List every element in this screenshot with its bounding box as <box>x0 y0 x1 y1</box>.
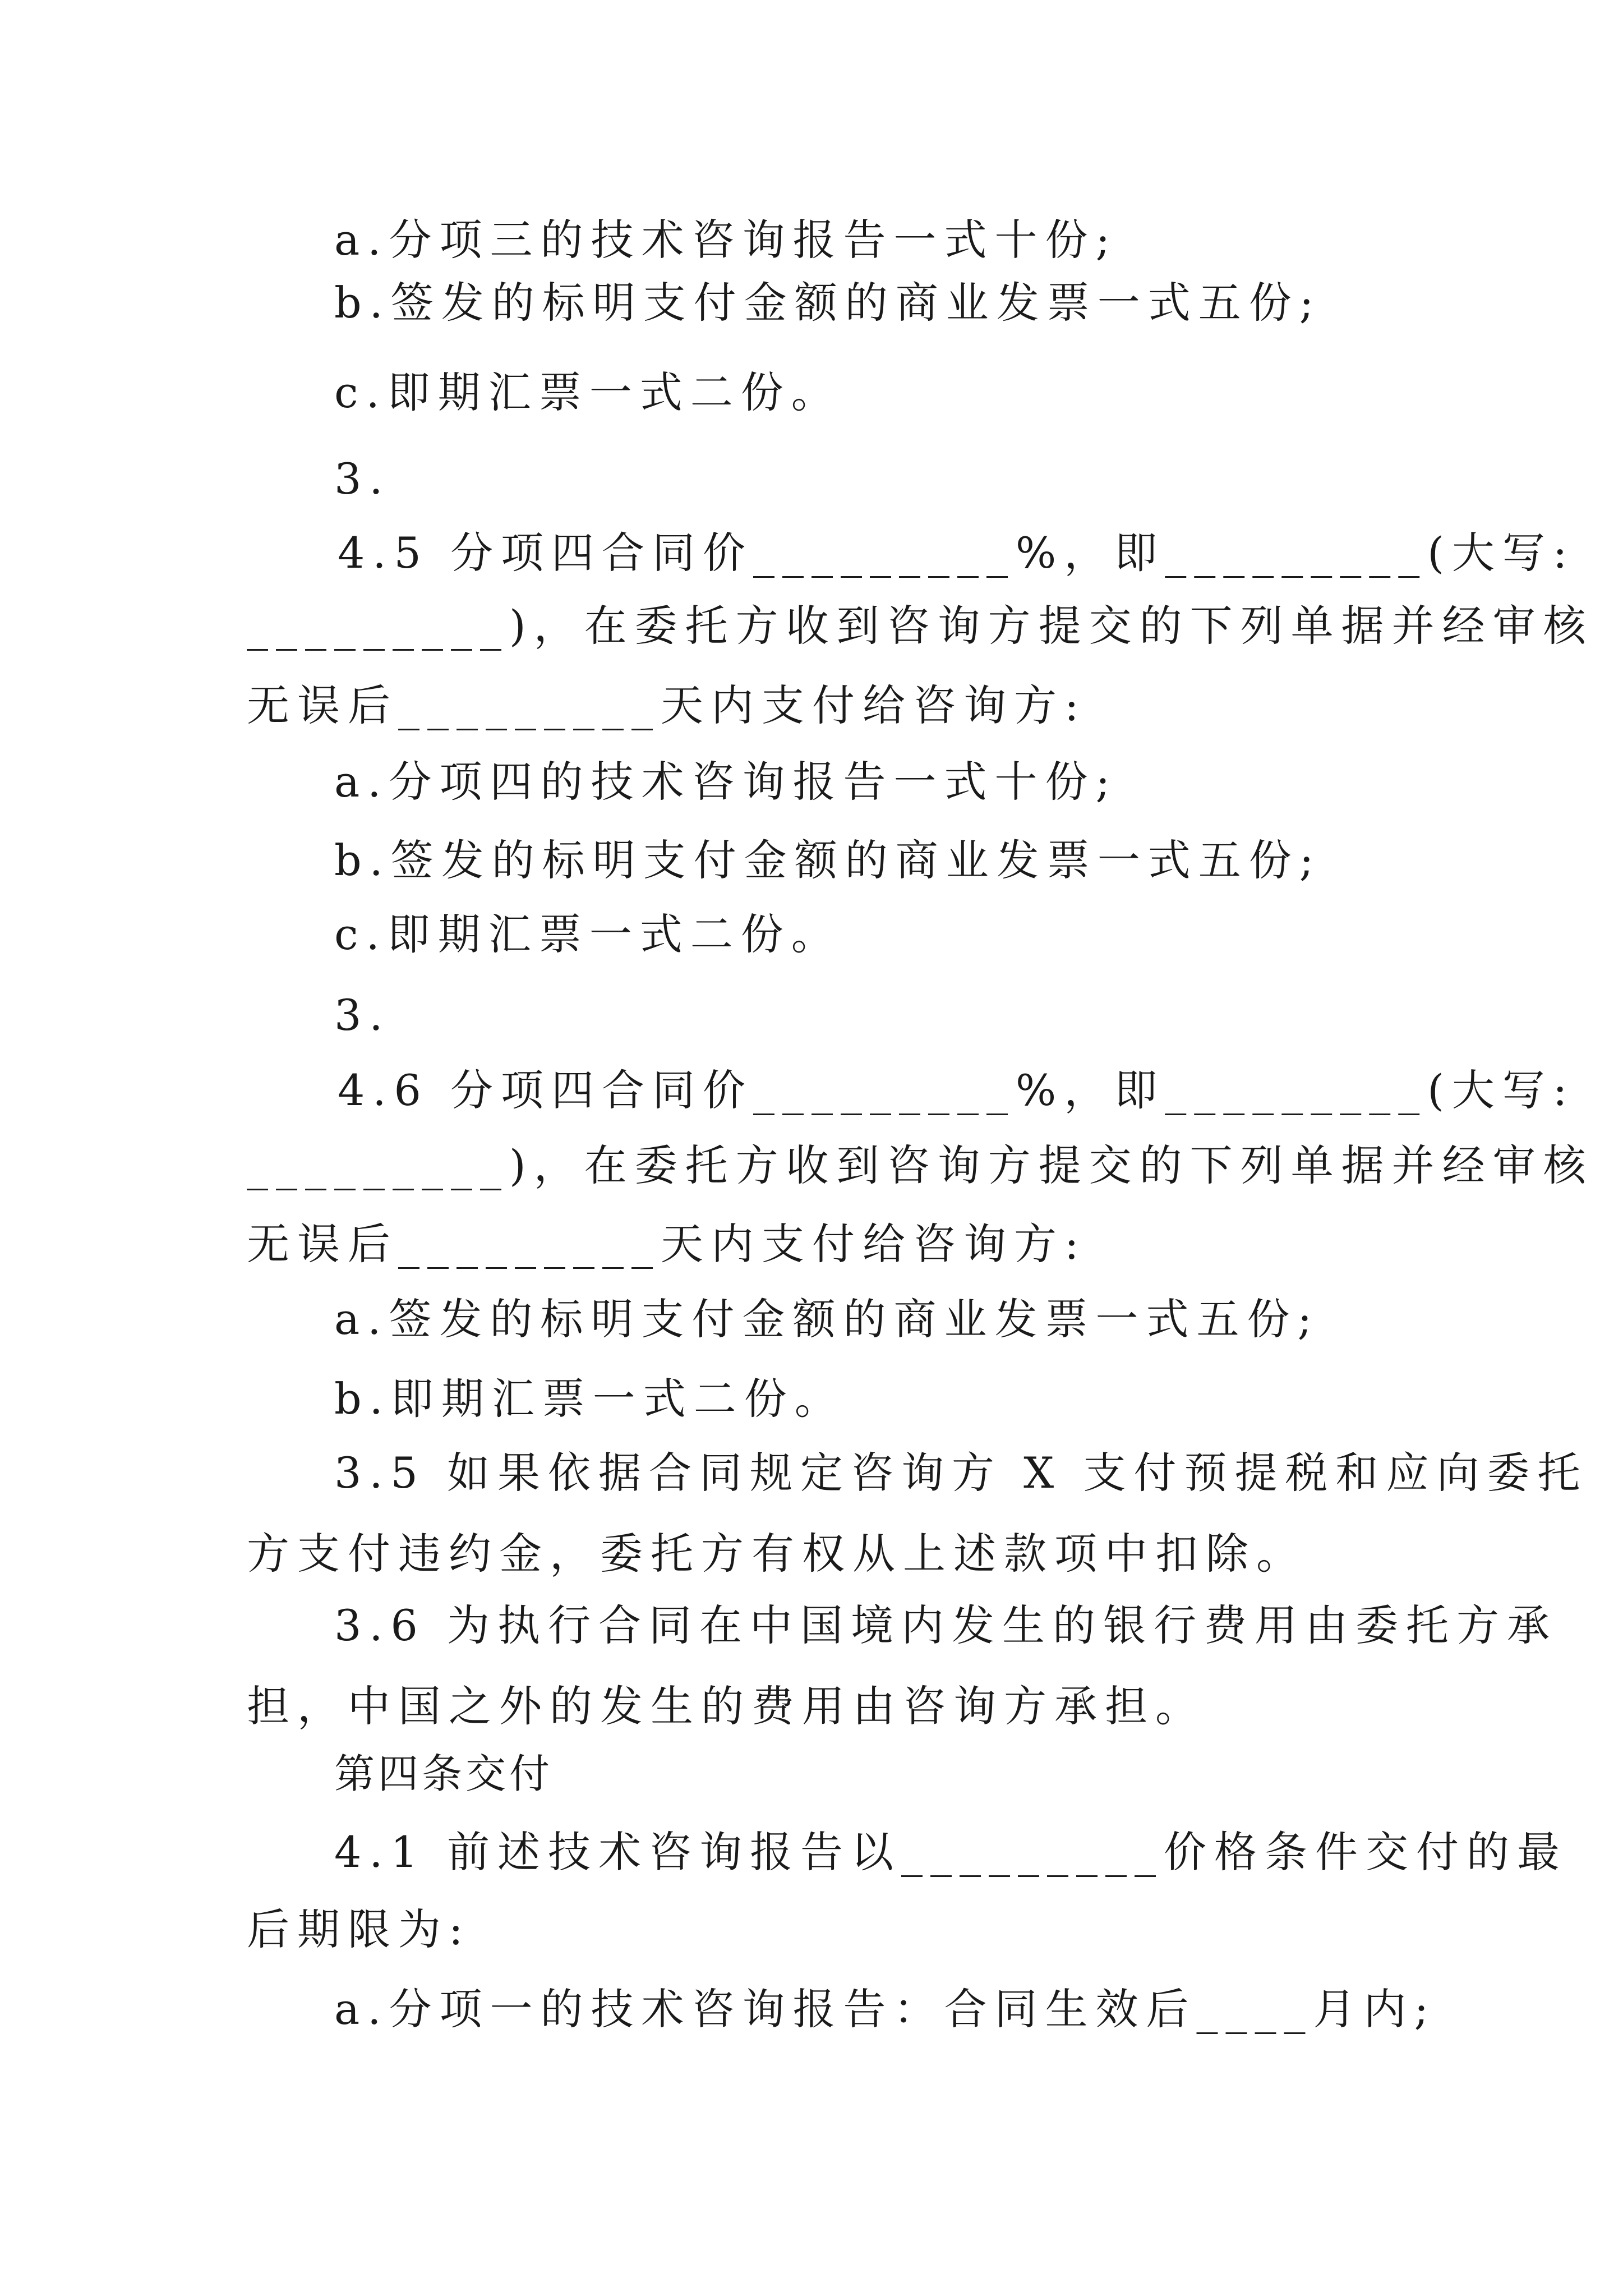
paragraph-line: b.即期汇票一式二份。 <box>334 1374 845 1424</box>
paragraph-line: 3. <box>334 990 391 1040</box>
paragraph-line: b.签发的标明支付金额的商业发票一式五份; <box>334 835 1322 885</box>
paragraph-line: c.即期汇票一式二份。 <box>334 367 842 417</box>
paragraph-line: 3. <box>334 454 391 504</box>
paragraph-line: a.签发的标明支付金额的商业发票一式五份; <box>334 1294 1320 1344</box>
paragraph-line: 后期限为: <box>247 1904 471 1954</box>
paragraph-line: _________)，在委托方收到咨询方提交的下列单据并经审核 <box>247 1140 1594 1190</box>
paragraph-line: a.分项四的技术咨询报告一式十份; <box>334 757 1118 807</box>
paragraph-line: 3.5 如果依据合同规定咨询方 X 支付预提税和应向委托 <box>334 1448 1588 1498</box>
paragraph-line: c.即期汇票一式二份。 <box>334 909 842 959</box>
paragraph-line: 担，中国之外的发生的费用由咨询方承担。 <box>247 1681 1206 1731</box>
paragraph-line: 无误后_________天内支付给咨询方: <box>247 680 1087 730</box>
paragraph-line: _________)，在委托方收到咨询方提交的下列单据并经审核 <box>247 601 1594 651</box>
section-heading: 第四条交付 <box>334 1750 554 1797</box>
paragraph-line: a.分项三的技术咨询报告一式十份; <box>334 215 1118 265</box>
paragraph-line: 4.5 分项四合同价_________%，即_________(大写: <box>338 528 1575 578</box>
paragraph-line: a.分项一的技术咨询报告：合同生效后____月内; <box>334 1984 1437 2034</box>
paragraph-line: 无误后_________天内支付给咨询方: <box>247 1219 1087 1269</box>
paragraph-line: 4.1 前述技术咨询报告以_________价格条件交付的最 <box>334 1827 1568 1877</box>
paragraph-line: b.签发的标明支付金额的商业发票一式五份; <box>334 278 1322 328</box>
paragraph-line: 方支付违约金，委托方有权从上述款项中扣除。 <box>247 1529 1307 1579</box>
paragraph-line: 4.6 分项四合同价_________%，即_________(大写: <box>338 1065 1575 1115</box>
paragraph-line: 3.6 为执行合同在中国境内发生的银行费用由委托方承 <box>334 1600 1558 1650</box>
